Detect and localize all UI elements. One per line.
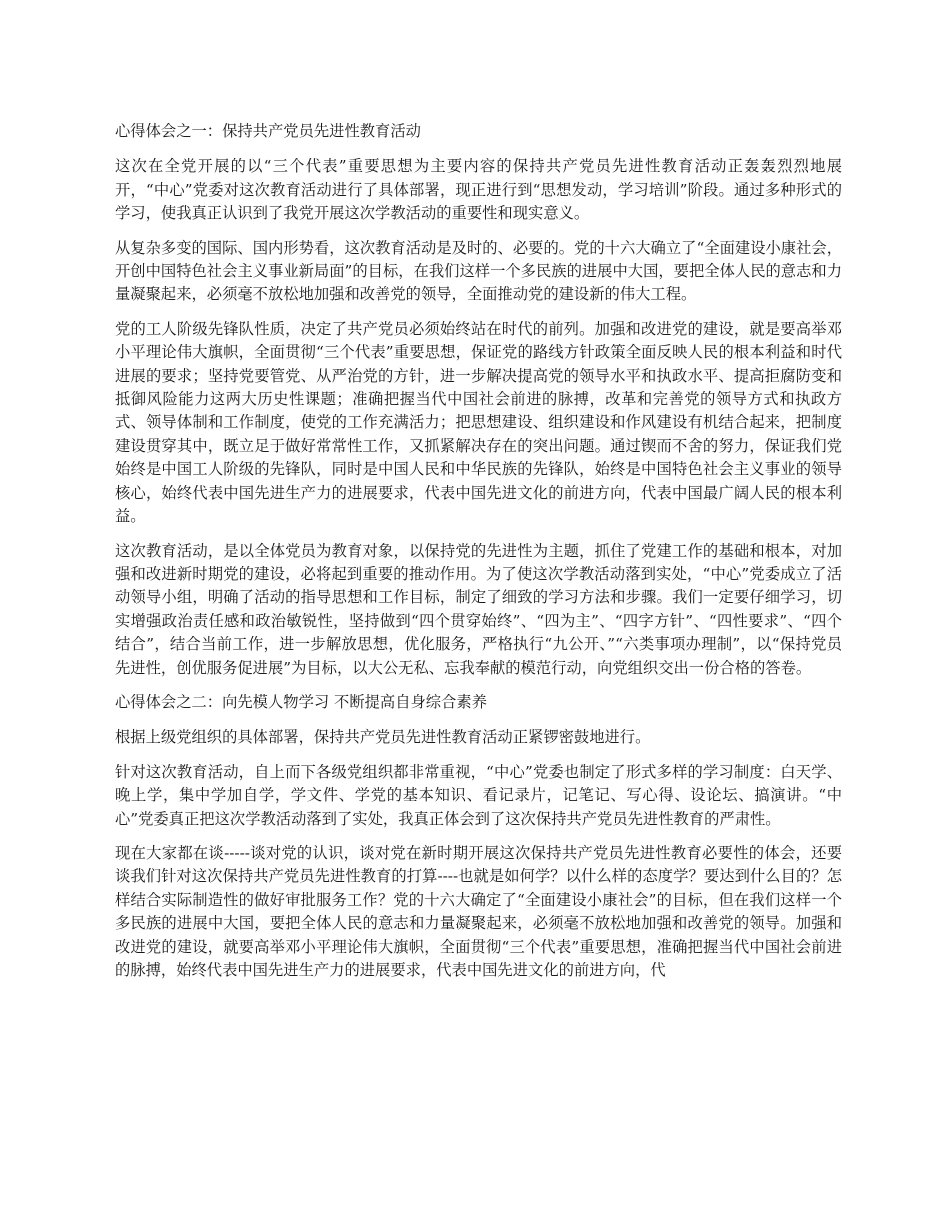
- document-body: [115, 120, 842, 993]
- paragraph: 从复杂多变的国际、国内形势看，这次教育活动是及时的、必要的。党的十六大确立了“全面建设小康社会，开创中国特色社会主义事业新局面”的目标，在我们这样一个多民族的进展中大国，要把全体人民的意志和力量凝聚起来，必须毫不放松地加强和改善党的领导，全面推动党的建设新的伟大工程。: [115, 238, 842, 304]
- paragraph: 现在大家都在谈-----谈对党的认识，谈对党在新时期开展这次保持共产党员先进性教育必要性的体会，还要谈我们针对这次保持共产党员先进性教育的打算----也就是如何学？以什么样的态度学？要达到什么目的？怎样结合实际制造性的做好审批服务工作？党的十六大确定了“全面建设小康社会”的目标，但在我们这样一个多民族的进展中大国，要把全体人民的意志和力量凝聚起来，必须毫不放松地加强和改善党的领导。加强和改进党的建设，就要高举邓小平理论伟大旗帜，全面贯彻“三个代表”重要思想，准确把握当代中国社会前进的脉搏，始终代表中国先进生产力的进展要求，代表中国先进文化的前进方向，代: [115, 843, 842, 979]
- paragraph: 这次在全党开展的以“三个代表”重要思想为主要内容的保持共产党员先进性教育活动正轰轰烈烈地展开，“中心”党委对这次教育活动进行了具体部署，现正进行到“思想发动，学习培训”阶段。通过多种形式的学习，使我真正认识到了我党开展这次学教活动的重要性和现实意义。: [115, 157, 842, 223]
- section-heading-2: 心得体会之二：向先模人物学习 不断提高自身综合素养: [115, 692, 487, 711]
- section-heading-1: 心得体会之一：保持共产党员先进性教育活动: [115, 122, 421, 140]
- paragraph: 这次教育活动，是以全体党员为教育对象，以保持党的先进性为主题，抓住了党建工作的基础和根本，对加强和改进新时期党的建设，必将起到重要的推动作用。为了使这次学教活动落到实处，“中心”党委成立了活动领导小组，明确了活动的指导思想和工作目标，制定了细致的学习方法和步骤。我们一定要仔细学习，切实增强政治责任感和政治敏锐性，坚持做到“四个贯穿始终”、“四为主”、“四字方针”、“四性要求”、“四个结合”，结合当前工作，进一步解放思想，优化服务，严格执行“九公开、”“六类事项办理制”，以“保持党员先进性，创优服务促进展”为目标，以大公无私、忘我奉献的模范行动，向党组织交出一份合格的答卷。: [115, 541, 842, 677]
- paragraph: 针对这次教育活动，自上而下各级党组织都非常重视，“中心”党委也制定了形式多样的学习制度：白天学、晚上学，集中学加自学，学文件、学党的基本知识、看记录片，记笔记、写心得、设论坛、搞演讲。“中心”党委真正把这次学教活动落到了实处，我真正体会到了这次保持共产党员先进性教育的严肃性。: [115, 762, 842, 828]
- paragraph: 党的工人阶级先锋队性质，决定了共产党员必须始终站在时代的前列。加强和改进党的建设，就是要高举邓小平理论伟大旗帜，全面贯彻“三个代表”重要思想，保证党的路线方针政策全面反映人民的根本利益和时代进展的要求；坚持党要管党、从严治党的方针，进一步解决提高党的领导水平和执政水平、提高拒腐防变和抵御风险能力这两大历史性课题；准确把握当代中国社会前进的脉搏，改革和完善党的领导方式和执政方式、领导体制和工作制度，使党的工作充满活力；把思想建设、组织建设和作风建设有机结合起来，把制度建设贯穿其中，既立足于做好常常性工作，又抓紧解决存在的突出问题。通过锲而不舍的努力，保证我们党始终是中国工人阶级的先锋队，同时是中国人民和中华民族的先锋队，始终是中国特色社会主义事业的领导核心，始终代表中国先进生产力的进展要求，代表中国先进文化的前进方向，代表中国最广阔人民的根本利益。: [115, 319, 842, 526]
- paragraph: 根据上级党组织的具体部署，保持共产党员先进性教育活动正紧锣密鼓地进行。: [115, 728, 651, 747]
